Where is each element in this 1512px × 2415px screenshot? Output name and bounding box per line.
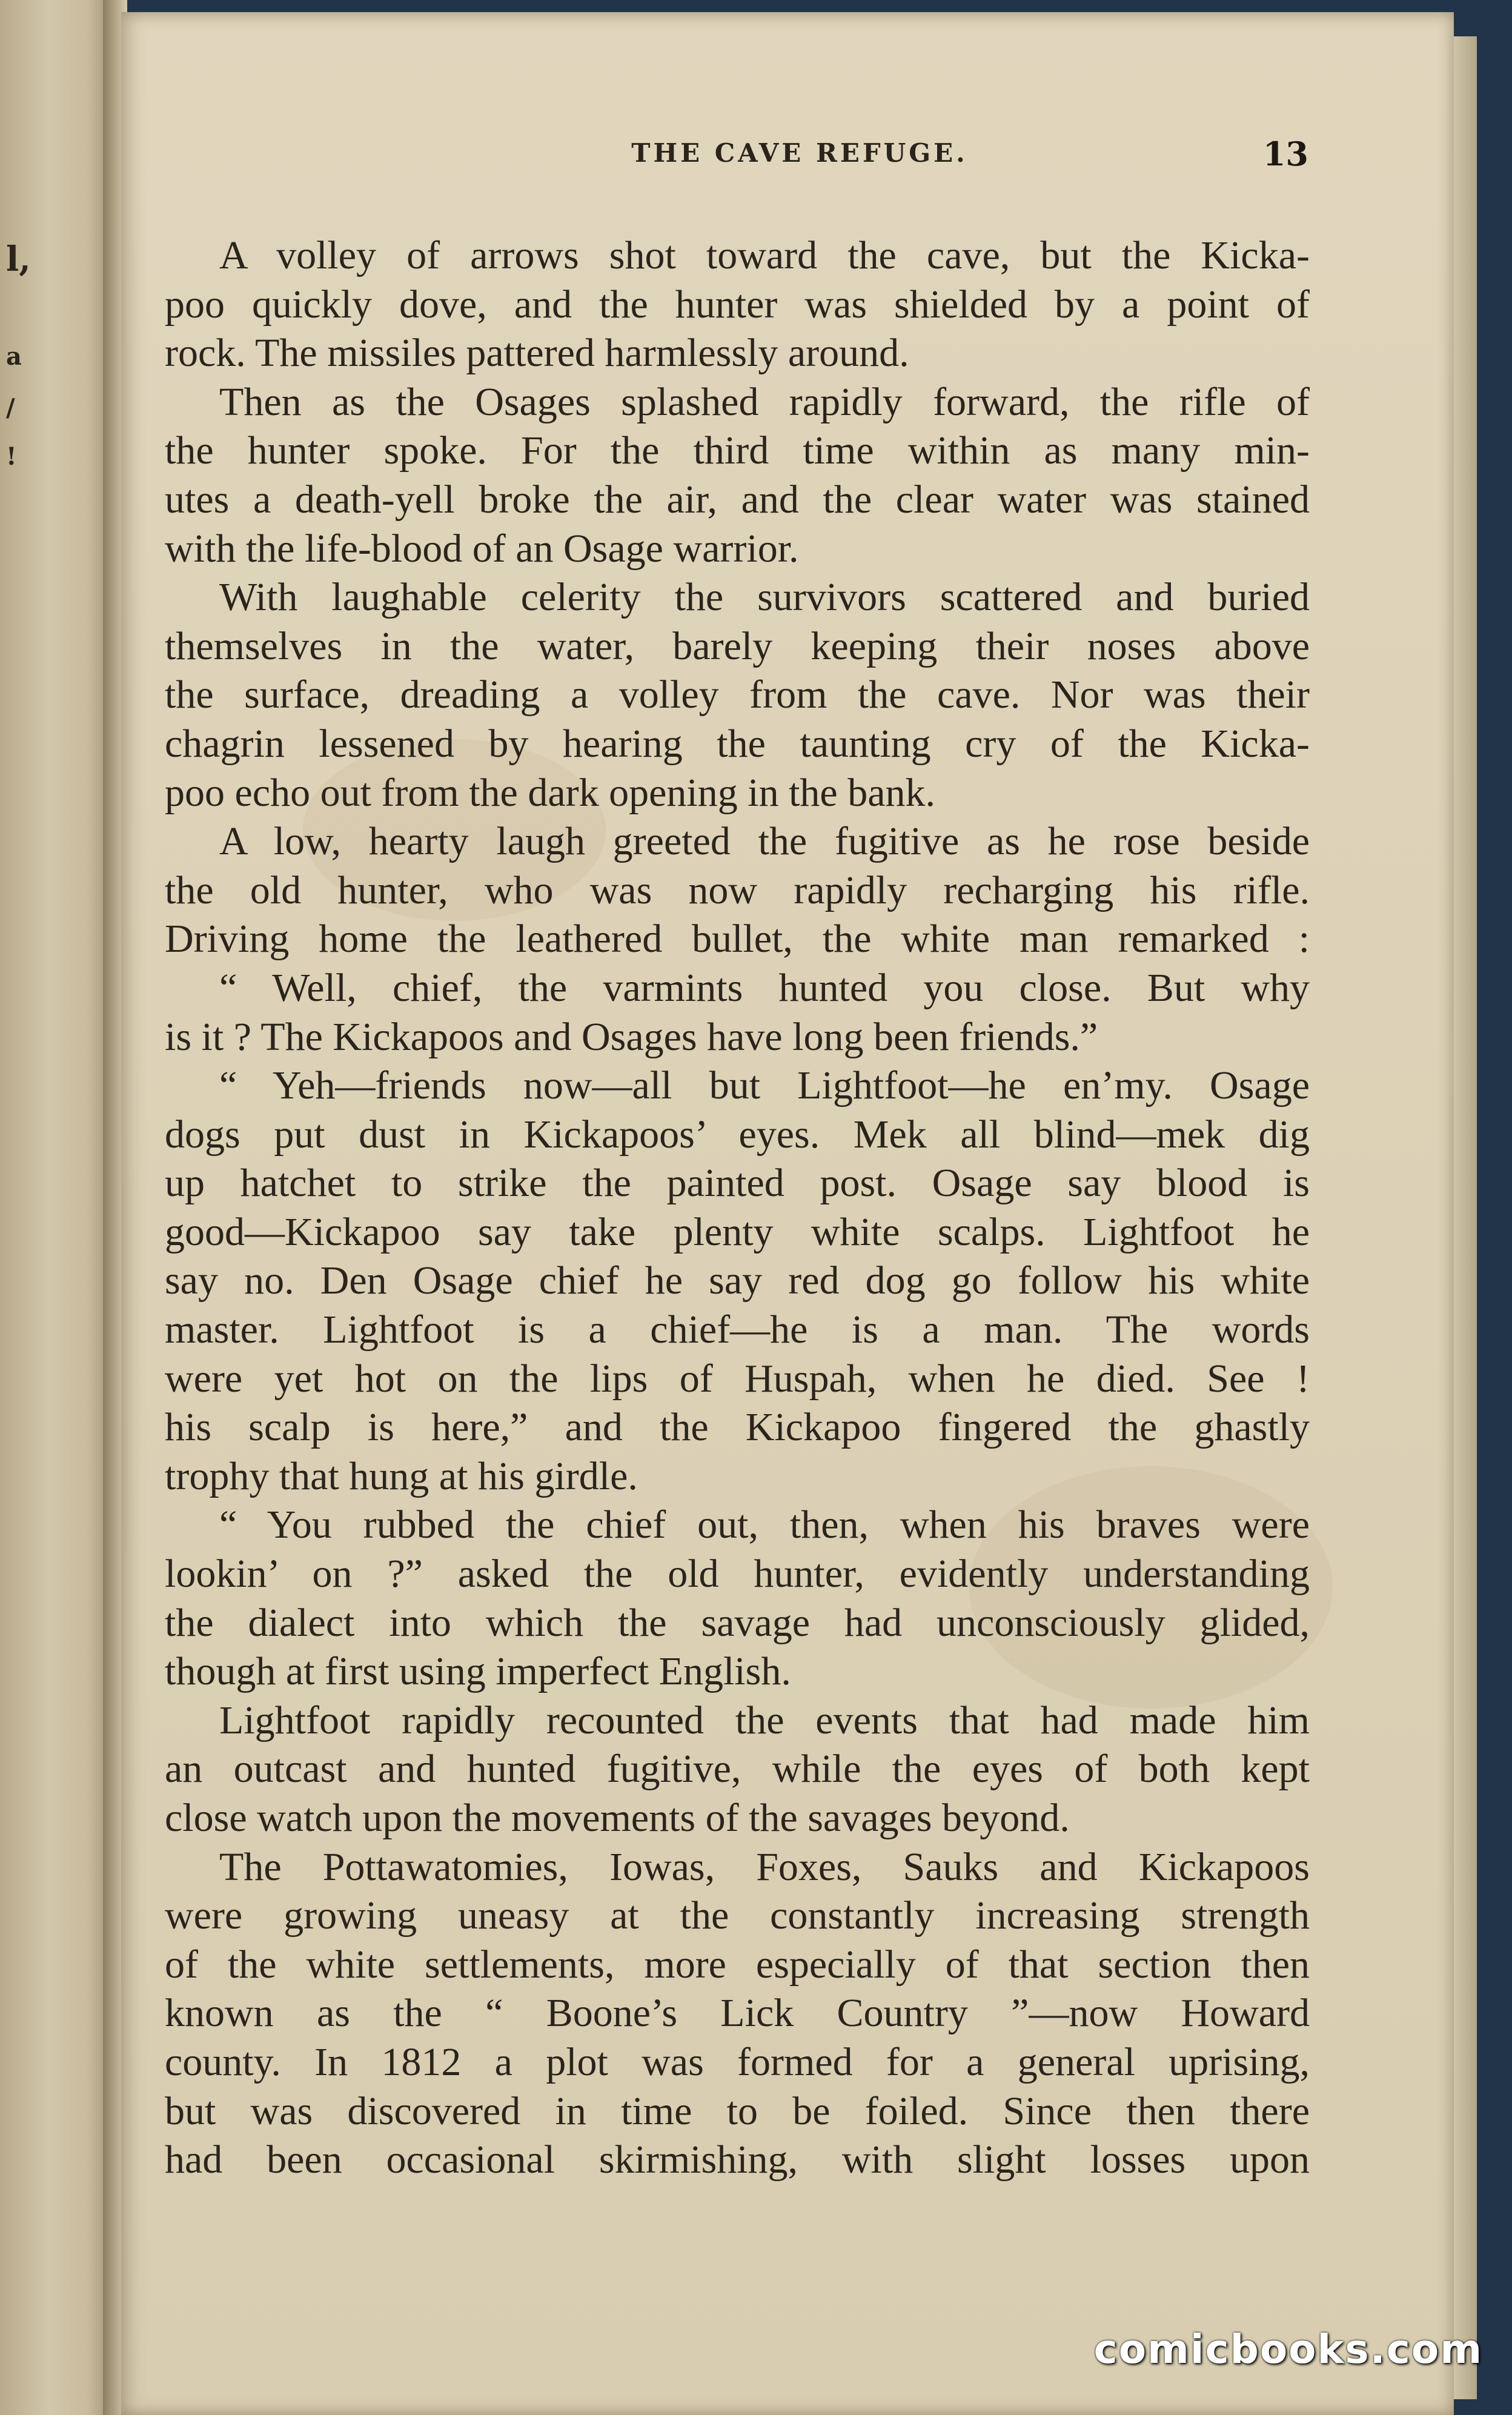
text-line: The Pottawatomies, Iowas, Foxes, Sauks and Kickapoos <box>219 1844 1310 1889</box>
text-line: A low, hearty laugh greeted the fugitive as he rose beside <box>219 819 1310 864</box>
left-page-fragment: / <box>6 394 15 422</box>
text-line: with the life-blood of an Osage warrior. <box>165 526 799 571</box>
text-line: an outcast and hunted fugitive, while the eyes of both kept <box>165 1747 1310 1792</box>
text-line: trophy that hung at his girdle. <box>165 1453 638 1498</box>
text-line: utes a death-yell broke the air, and the clear water was stained <box>165 477 1310 522</box>
text-line: the old hunter, who was now rapidly recharging his rifle. <box>165 868 1310 912</box>
text-line: were growing uneasy at the constantly increasing strength <box>165 1893 1310 1938</box>
text-line: “ Yeh—friends now—all but Lightfoot—he en’my. Osage <box>219 1063 1310 1108</box>
text-line: county. In 1812 a plot was formed for a general uprising, <box>165 2039 1310 2084</box>
text-line: good—Kickapoo say take plenty white scalps. Lightfoot he <box>165 1209 1310 1254</box>
text-line: his scalp is here,” and the Kickapoo fingered the ghastly <box>165 1405 1310 1450</box>
text-line: rock. The missiles pattered harmlessly around. <box>165 331 909 376</box>
text-line: lookin’ on ?” asked the old hunter, evidently understanding <box>165 1552 1310 1596</box>
page-edge <box>1454 36 1477 2399</box>
text-line: up hatchet to strike the painted post. Osage say blood is <box>165 1161 1310 1206</box>
text-line: A volley of arrows shot toward the cave, but the Kicka- <box>219 233 1310 277</box>
text-line: were yet hot on the lips of Huspah, when he died. See ! <box>165 1356 1310 1401</box>
text-line: “ Well, chief, the varmints hunted you close. But why <box>219 965 1310 1010</box>
text-line: close watch upon the movements of the savages beyond. <box>165 1796 1070 1840</box>
text-line: “ You rubbed the chief out, then, when his braves were <box>219 1503 1310 1547</box>
text-line: is it ? The Kickapoos and Osages have long been friends.” <box>165 1014 1098 1059</box>
text-line: poo quickly dove, and the hunter was shielded by a point of <box>165 282 1310 327</box>
text-line: had been occasional skirmishing, with slight losses upon <box>165 2138 1310 2182</box>
text-line: Lightfoot rapidly recounted the events that had made him <box>219 1698 1310 1742</box>
text-line: known as the “ Boone’s Lick Country ”—now Howard <box>165 1991 1310 2036</box>
running-head-title: THE CAVE REFUGE. <box>631 138 968 168</box>
text-line: master. Lightfoot is a chief—he is a man. The words <box>165 1307 1310 1352</box>
text-line: poo echo out from the dark opening in the bank. <box>165 770 936 815</box>
left-page-fragment: l, <box>6 239 31 279</box>
text-line: themselves in the water, barely keeping their noses above <box>165 623 1310 668</box>
left-page-edge <box>0 0 109 2415</box>
text-line: the surface, dreading a volley from the cave. Nor was their <box>165 673 1310 717</box>
text-line: chagrin lessened by hearing the taunting cry of the Kicka- <box>165 721 1310 766</box>
text-line: of the white settlements, more especially of that section then <box>165 1942 1310 1987</box>
left-page-fragment: a <box>6 342 22 371</box>
text-line: With laughable celerity the survivors scattered and buried <box>219 575 1310 620</box>
text-line: Then as the Osages splashed rapidly forward, the rifle of <box>219 379 1310 424</box>
text-line: the dialect into which the savage had unconsciously glided, <box>165 1600 1310 1645</box>
left-page-fragment: ! <box>6 442 17 471</box>
text-line: but was discovered in time to be foiled. Since then there <box>165 2088 1310 2133</box>
watermark: comicbooks.com <box>1093 2326 1483 2373</box>
page-number: 13 <box>1262 135 1308 173</box>
text-line: Driving home the leathered bullet, the white man remarked : <box>165 917 1310 962</box>
text-line: though at first using imperfect English. <box>165 1649 791 1694</box>
running-head <box>121 135 1454 171</box>
text-line: say no. Den Osage chief he say red dog go follow his white <box>165 1258 1310 1303</box>
body-text <box>165 231 1310 2185</box>
text-line: dogs put dust in Kickapoos’ eyes. Mek all blind—mek dig <box>165 1112 1310 1157</box>
text-line: the hunter spoke. For the third time within as many min- <box>165 428 1310 473</box>
